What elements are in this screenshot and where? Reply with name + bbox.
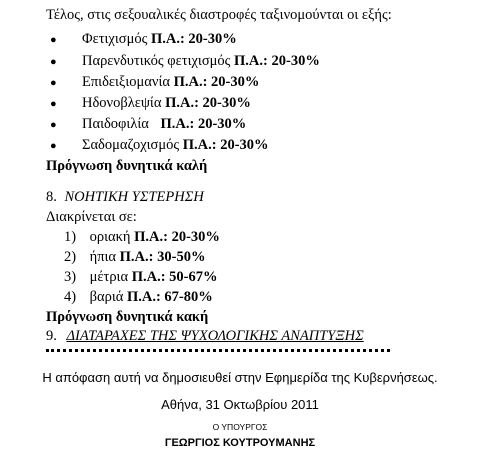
item-name: βαριά (89, 289, 124, 305)
item-pa: Π.Α.: 20-30% (160, 116, 247, 132)
intro-text: Τέλος, στις σεξουαλικές διαστροφές ταξινομούνται οι εξής: (46, 7, 392, 23)
prognosis-good: Πρόγνωση δυνητικά καλή (46, 158, 208, 174)
item-pa: Π.Α.: 20-30% (234, 53, 320, 69)
section-number: 9. (46, 328, 57, 344)
bullet-icon: ● (50, 98, 57, 110)
section8-subtitle: Διακρίνεται σε: (46, 209, 137, 225)
item-pa: Π.Α.: 20-30% (150, 31, 237, 47)
list-item (64, 249, 205, 266)
list-item (64, 229, 220, 246)
item-name: Παρενδυτικός φετιχισμός (82, 53, 231, 69)
item-pa: Π.Α.: 67-80% (126, 289, 213, 305)
item-name: Σαδομαζοχισμός (82, 137, 180, 153)
prognosis-bad: Πρόγνωση δυνητικά κακή (46, 309, 209, 325)
section8-heading (46, 189, 204, 206)
bullet-icon: ● (50, 34, 57, 46)
section-title: ΝΟΗΤΙΚΗ ΥΣΤΕΡΗΣΗ (64, 189, 204, 205)
item-number: 3) (64, 269, 77, 285)
signing-date: Αθήνα, 31 Οκτωβρίου 2011 (161, 397, 319, 412)
minister-name: ΓΕΩΡΓΙΟΣ ΚΟΥΤΡΟΥΜΑΝΗΣ (164, 437, 316, 449)
publication-decision: Η απόφαση αυτή να δημοσιευθεί στην Εφημερίδα της Κυβερνήσεως. (42, 370, 438, 385)
item-pa: Π.Α.: 20-30% (134, 229, 220, 245)
list-item (64, 289, 213, 306)
item-name: Ηδονοβλεψία (82, 95, 162, 111)
section9-heading (46, 328, 364, 345)
item-name: Παιδοφιλία (82, 116, 149, 132)
item-pa: Π.Α.: 20-30% (182, 137, 269, 153)
item-pa: Π.Α.: 30-50% (119, 249, 206, 265)
dotted-separator (46, 349, 390, 352)
item-name: οριακή (89, 229, 131, 245)
bullet-icon: ● (50, 77, 57, 89)
item-number: 4) (64, 289, 77, 305)
item-name: Φετιχισμός (82, 31, 148, 47)
minister-title: Ο ΥΠΟΥΡΓΟΣ (212, 422, 268, 432)
list-item (64, 269, 217, 286)
item-pa: Π.Α.: 20-30% (165, 95, 251, 111)
item-name: ήπια (89, 249, 117, 265)
item-number: 2) (64, 249, 77, 265)
item-name: μέτρια (89, 269, 129, 285)
item-pa: Π.Α.: 50-67% (131, 269, 218, 285)
bullet-icon: ● (50, 140, 57, 152)
section-title: ΔΙΑΤΑΡΑΧΕΣ ΤΗΣ ΨΥΧΟΛΟΓΙΚΗΣ ΑΝΑΠΤΥΞΗΣ (66, 328, 364, 344)
section-number: 8. (46, 189, 57, 205)
bullet-icon: ● (50, 119, 57, 131)
bullet-icon: ● (50, 56, 57, 68)
item-number: 1) (64, 229, 77, 245)
item-name: Επιδειξιομανία (82, 74, 170, 90)
item-pa: Π.Α.: 20-30% (173, 74, 260, 90)
